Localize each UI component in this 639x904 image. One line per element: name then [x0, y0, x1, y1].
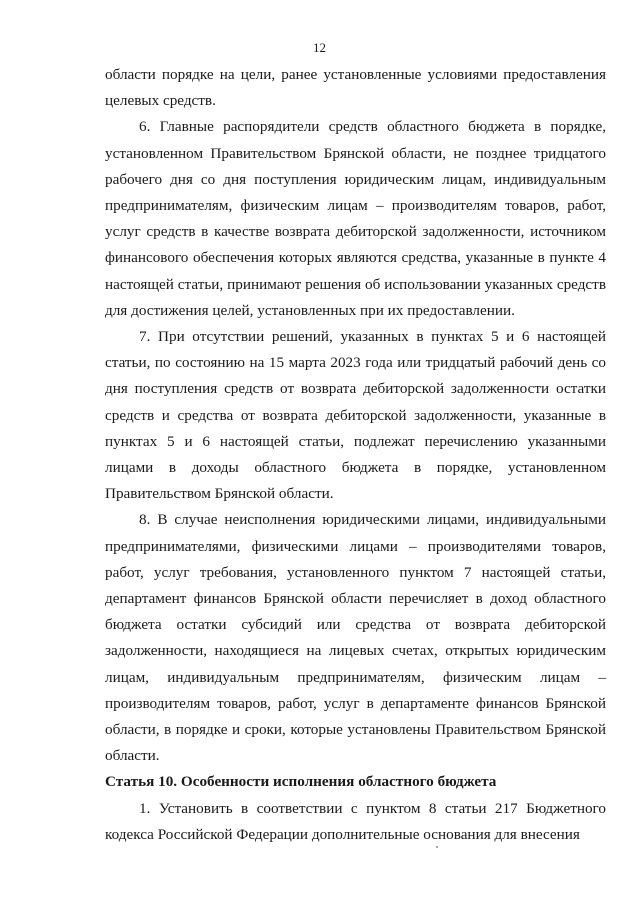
paragraph-item-7: 7. При отсутствии решений, указанных в пунктах 5 и 6 настоящей статьи, по состоянию на 15 марта 2023 года или тридцатый рабочий день со дня поступления средств от возврата дебиторской задолженности остатки средств и средства от возврата дебиторской задолженности, указанные в пунктах 5 и 6 настоящей статьи, подлежат перечислению указанными лицами в доходы областного бюджета в порядке, установленном Правительством Брянской области. [105, 328, 606, 503]
paragraph-item-8: 8. В случае неисполнения юридическими лицами, индивидуальными предпринимателями, физическими лицами – производителями товаров, работ, услуг требования, установленного пунктом 7 настоящей статьи, департамент финансов Брянской области перечисляет в доход областного бюджета остатки субсидий или средства от возврата дебиторской задолженности, находящиеся на лицевых счетах, открытых юридическим лицам, индивидуальным предпринимателям, физическим лицам – производителям товаров, работ, услуг в департаменте финансов Брянской области, в порядке и сроки, которые установлены Правительством Брянской области. [105, 511, 606, 765]
paragraph-item-6: 6. Главные распорядители средств областного бюджета в порядке, установленном Правительством Брянской области, не позднее тридцатого рабочего дня со дня поступления юридическим лицам, индивидуальным предпринимателям, физическим лицам – производителям товаров, работ, услуг средств в качестве возврата дебиторской задолженности, источником финансового обеспечения которых являются средства, указанные в пункте 4 настоящей статьи, принимают решения об использовании указанных средств для достижения целей, установленных при их предоставлении. [105, 118, 606, 319]
article-heading: Статья 10. Особенности исполнения областного бюджета [105, 773, 497, 791]
paragraph-continuation: области порядке на цели, ранее установленные условиями предоставления целевых средств. [105, 66, 606, 110]
page-number: 12 [313, 40, 326, 55]
document-body [105, 62, 606, 848]
scan-speck [436, 846, 438, 848]
article-10-paragraph-1: 1. Установить в соответствии с пунктом 8 статьи 217 Бюджетного кодекса Российской Федерации дополнительные основания для внесения [105, 799, 606, 843]
